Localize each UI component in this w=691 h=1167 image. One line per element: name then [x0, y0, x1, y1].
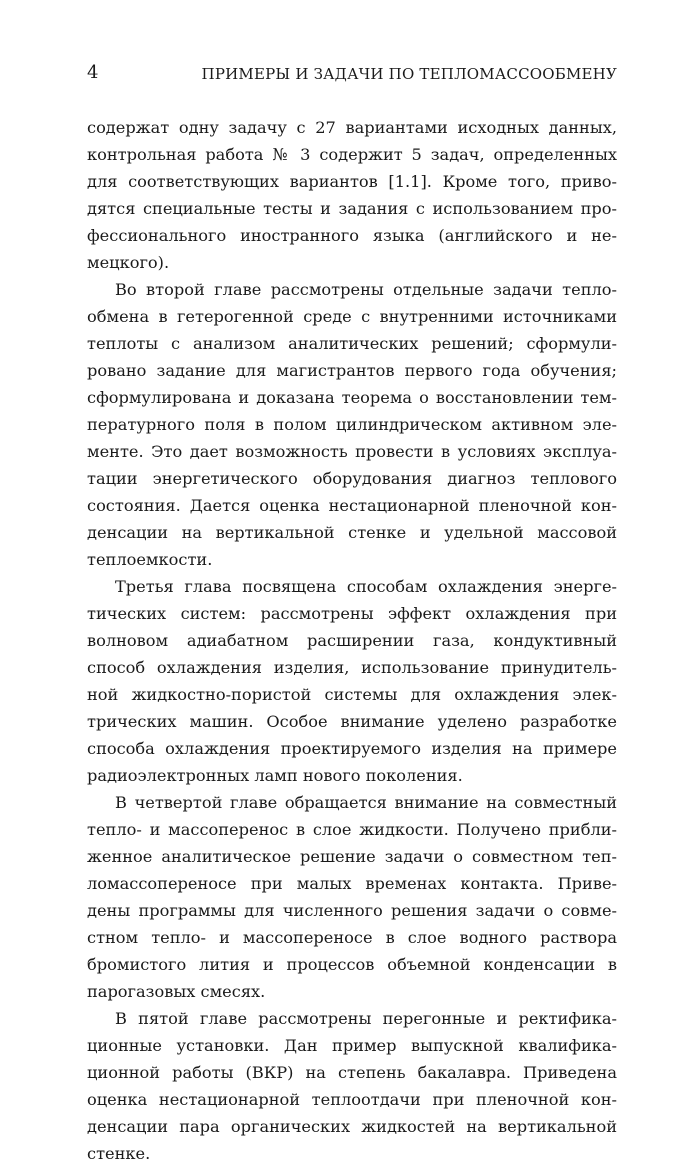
paragraph — [87, 276, 617, 573]
text-line: теплоемкости. — [87, 550, 213, 569]
text-line: Во второй главе рассмотрены отдельные задачи тепло- — [115, 280, 617, 299]
text-line: парогазовых смесях. — [87, 982, 266, 1001]
text-line: способа охлаждения проектируемого изделия на примере — [87, 739, 617, 758]
text-line: дятся специальные тесты и задания с использованием про- — [87, 199, 617, 218]
text-line: ционные установки. Дан пример выпускной квалифика- — [87, 1036, 617, 1055]
text-line: менте. Это дает возможность провести в условиях эксплуа- — [87, 442, 617, 461]
paragraph — [87, 573, 617, 789]
text-line: денсации на вертикальной стенке и удельной массовой — [87, 523, 617, 542]
text-line: радиоэлектронных ламп нового поколения. — [87, 766, 463, 785]
text-line: сформулирована и доказана теорема о восстановлении тем- — [87, 388, 617, 407]
text-line: тепло- и массоперенос в слое жидкости. Получено прибли- — [87, 820, 617, 839]
running-title: ПРИМЕРЫ И ЗАДАЧИ ПО ТЕПЛОМАССООБМЕНУ — [201, 65, 617, 83]
text-line: пературного поля в полом цилиндрическом активном эле- — [87, 415, 617, 434]
text-line: способ охлаждения изделия, использование принудитель- — [87, 658, 617, 677]
text-line: оценка нестационарной теплоотдачи при пленочной кон- — [87, 1090, 617, 1109]
text-line: В четвертой главе обращается внимание на совместный — [115, 793, 617, 812]
text-line: ной жидкостно-пористой системы для охлаждения элек- — [87, 685, 617, 704]
paragraph — [87, 1005, 617, 1167]
paragraph — [87, 789, 617, 1005]
text-line: Третья глава посвящена способам охлаждения энерге- — [115, 577, 617, 596]
page-number: 4 — [87, 62, 99, 83]
text-line: мецкого). — [87, 253, 170, 272]
text-line: тации энергетического оборудования диагноз теплового — [87, 469, 617, 488]
text-line: тических систем: рассмотрены эффект охлаждения при — [87, 604, 617, 623]
text-line: состояния. Дается оценка нестационарной пленочной кон- — [87, 496, 617, 515]
text-line: трических машин. Особое внимание уделено разработке — [87, 712, 617, 731]
text-line: ционной работы (ВКР) на степень бакалавра. Приведена — [87, 1063, 617, 1082]
text-line: фессионального иностранного языка (английского и не- — [87, 226, 617, 245]
text-line: теплоты с анализом аналитических решений; сформули- — [87, 334, 617, 353]
text-line: контрольная работа № 3 содержит 5 задач, определенных — [87, 145, 617, 164]
text-line: содержат одну задачу с 27 вариантами исходных данных, — [87, 118, 617, 137]
text-line: дены программы для численного решения задачи о совме- — [87, 901, 617, 920]
text-line: женное аналитическое решение задачи о совместном теп- — [87, 847, 617, 866]
text-line: стном тепло- и массопереносе в слое водного раствора — [87, 928, 617, 947]
text-line: денсации пара органических жидкостей на вертикальной — [87, 1117, 617, 1136]
text-line: обмена в гетерогенной среде с внутренними источниками — [87, 307, 617, 326]
text-line: ломассопереносе при малых временах контакта. Приве- — [87, 874, 617, 893]
text-line: стенке. — [87, 1144, 151, 1163]
text-line: для соответствующих вариантов [1.1]. Кроме того, приво- — [87, 172, 617, 191]
running-head — [87, 62, 617, 86]
text-line: В пятой главе рассмотрены перегонные и ректифика- — [115, 1009, 617, 1028]
text-line: бромистого лития и процессов объемной конденсации в — [87, 955, 617, 974]
paragraph — [87, 114, 617, 276]
text-line: ровано задание для магистрантов первого года обучения; — [87, 361, 617, 380]
body-text — [87, 114, 617, 1167]
text-line: волновом адиабатном расширении газа, кондуктивный — [87, 631, 617, 650]
